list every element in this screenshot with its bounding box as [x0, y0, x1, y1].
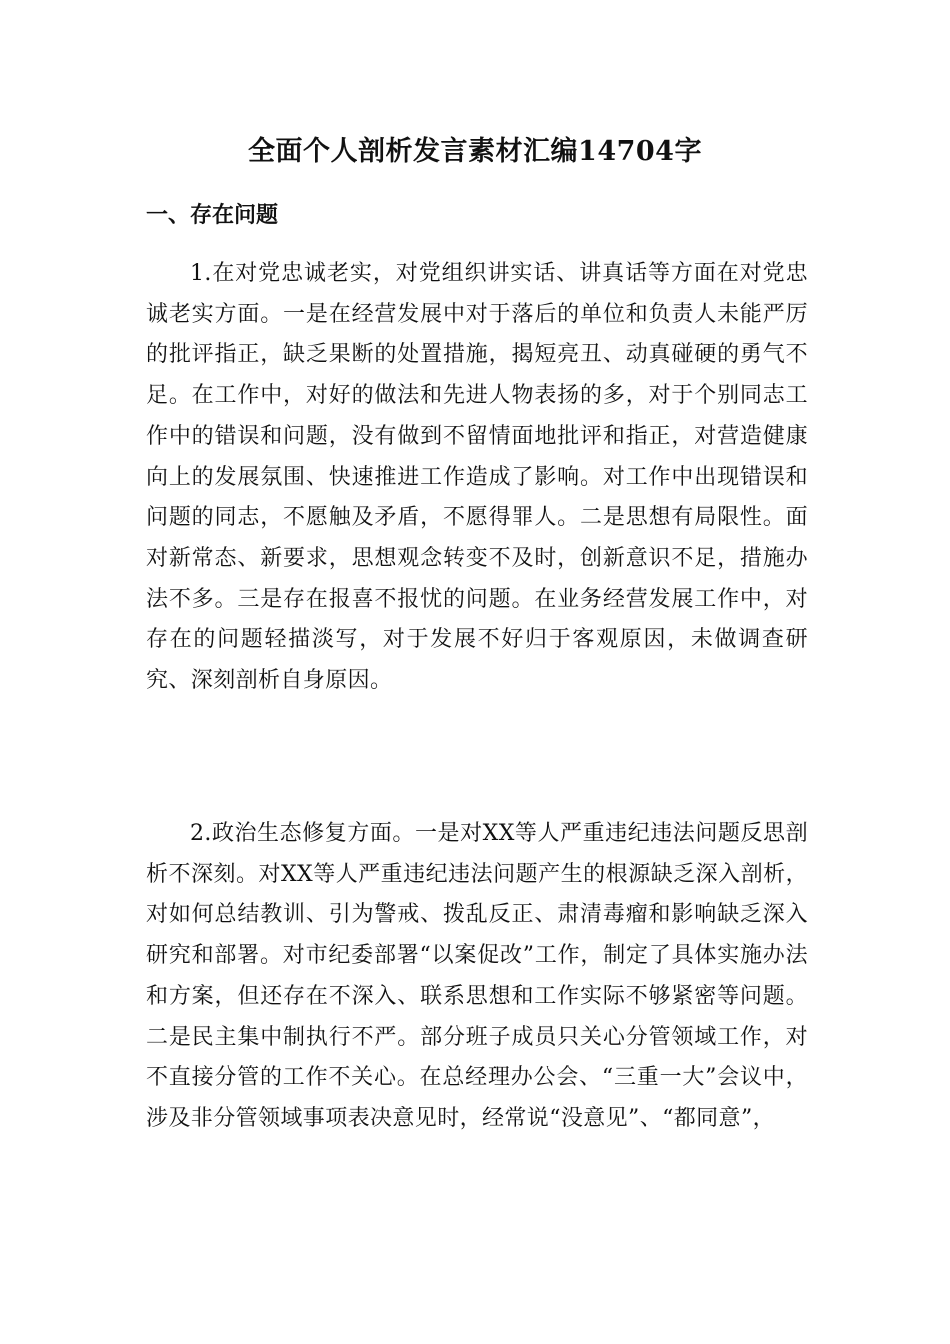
- paragraph-2: 2.政治生态修复方面。一是对XX等人严重违纪违法问题反思剖析不深刻。对XX等人严重违纪违法问题产生的根源缺乏深入剖析，对如何总结教训、引为警戒、拨乱反正、肃清毒瘤和影响缺乏深入研究和部署。对市纪委部署“以案促改”工作，制定了具体实施办法和方案，但还存在不深入、联系思想和工作实际不够紧密等问题。二是民主集中制执行不严。部分班子成员只关心分管领域工作，对不直接分管的工作不关心。在总经理办公会、“三重一大”会议中，涉及非分管领域事项表决意见时，经常说“没意见”、“都同意”，: [146, 821, 808, 1131]
- document-title: 全面个人剖析发言素材汇编14704字: [248, 136, 702, 167]
- paragraph-1: 1.在对党忠诚老实，对党组织讲实话、讲真话等方面在对党忠诚老实方面。一是在经营发展中对于落后的单位和负责人未能严厉的批评指正，缺乏果断的处置措施，揭短亮丑、动真碰硬的勇气不足。在工作中，对好的做法和先进人物表扬的多，对于个别同志工作中的错误和问题，没有做到不留情面地批评和指正，对营造健康向上的发展氛围、快速推进工作造成了影响。对工作中出现错误和问题的同志，不愿触及矛盾，不愿得罪人。二是思想有局限性。面对新常态、新要求，思想观念转变不及时，创新意识不足，措施办法不多。三是存在报喜不报忧的问题。在业务经营发展工作中，对存在的问题轻描淡写，对于发展不好归于客观原因，未做调查研究、深刻剖析自身原因。: [146, 261, 808, 694]
- section-heading: 一、存在问题: [146, 202, 279, 228]
